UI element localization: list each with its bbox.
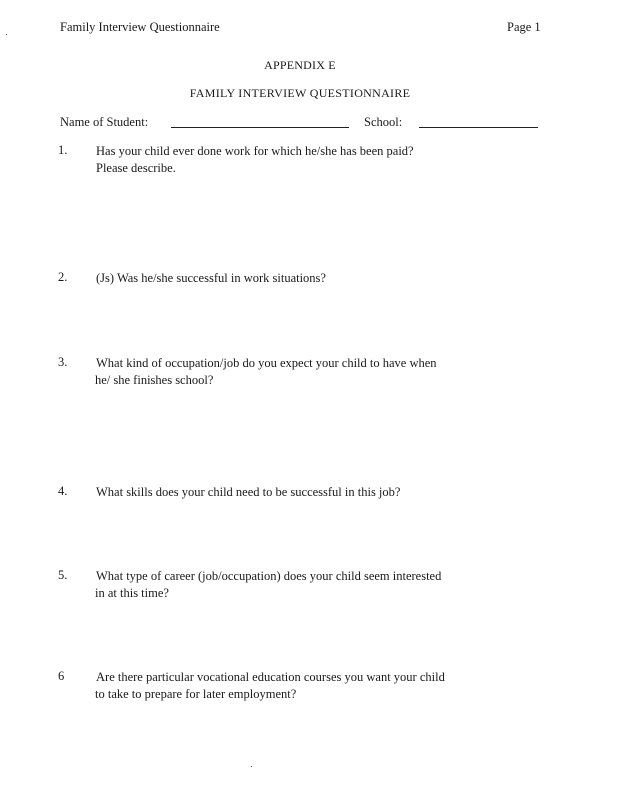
student-name-line	[171, 127, 349, 128]
question-text	[96, 270, 496, 287]
question-line: Are there particular vocational education courses you want your child	[96, 670, 445, 684]
question-number: 2.	[58, 270, 68, 284]
question-number: 1.	[58, 143, 68, 157]
form-title: FAMILY INTERVIEW QUESTIONNAIRE	[189, 86, 411, 100]
scan-speck	[6, 34, 7, 35]
question-line: in at this time?	[95, 586, 169, 600]
question-text	[96, 484, 496, 501]
question-line: What skills does your child need to be successful in this job?	[96, 485, 401, 499]
question-line: (Js) Was he/she successful in work situations?	[96, 271, 326, 285]
question-line: Has your child ever done work for which he/she has been paid?	[96, 144, 414, 158]
question-text	[96, 568, 496, 602]
question-line: Please describe.	[96, 161, 176, 175]
question-number: 4.	[58, 484, 68, 498]
question-line: he/ she finishes school?	[95, 373, 214, 387]
question-number: 3.	[58, 355, 68, 369]
question-number: 5.	[58, 568, 68, 582]
question-text	[96, 355, 496, 389]
scan-speck	[251, 766, 252, 767]
question-line: What kind of occupation/job do you expect your child to have when	[96, 356, 437, 370]
appendix-heading: APPENDIX E	[264, 58, 336, 72]
question-line: What type of career (job/occupation) does your child seem interested	[96, 569, 442, 583]
question-line: to take to prepare for later employment?	[95, 687, 297, 701]
question-text	[96, 669, 496, 703]
school-label: School:	[364, 115, 403, 129]
question-number: 6	[58, 669, 65, 683]
school-line	[419, 127, 538, 128]
page-header-title: Family Interview Questionnaire	[60, 20, 220, 34]
question-text	[96, 143, 496, 177]
page-number: Page 1	[507, 20, 541, 34]
student-name-label: Name of Student:	[60, 115, 149, 129]
